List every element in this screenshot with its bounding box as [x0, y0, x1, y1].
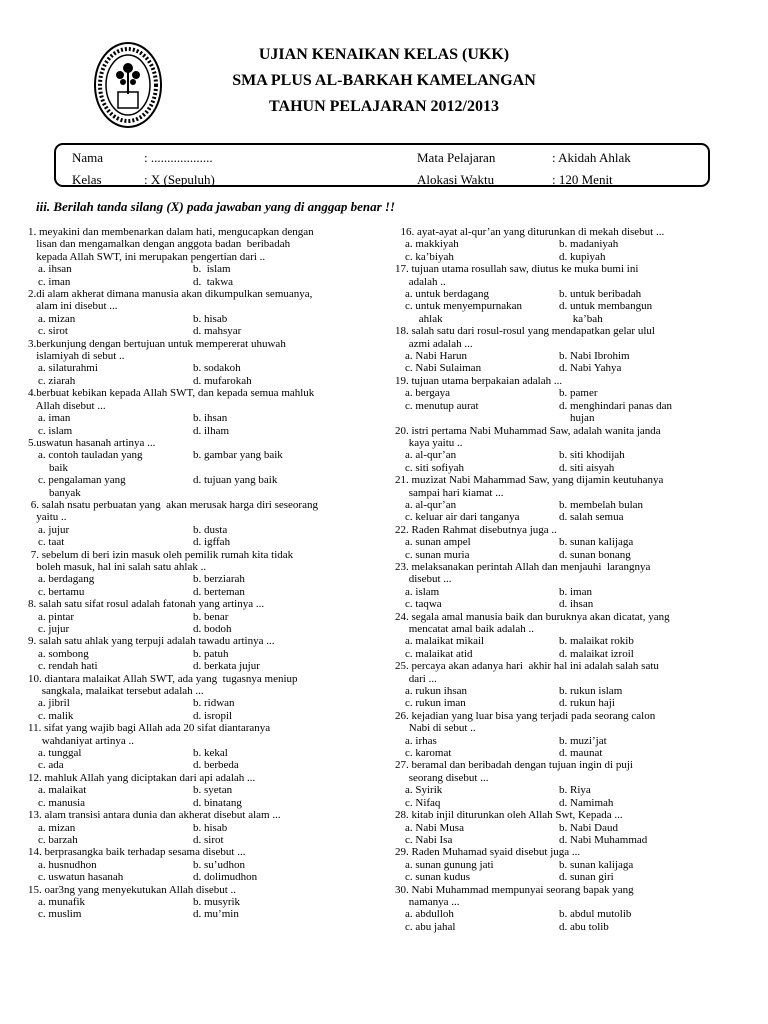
option-d[interactable]: d. mufarokah	[193, 374, 252, 387]
question-text: 12. mahluk Allah yang diciptakan dari api adalah ...	[28, 771, 256, 784]
option-a[interactable]: a. berdagang	[38, 573, 95, 586]
option-a[interactable]: a. mizan	[38, 821, 76, 834]
kelas-label: Kelas	[72, 172, 102, 187]
option-c[interactable]: c. taat	[38, 536, 65, 549]
question-item	[28, 722, 390, 772]
option-a[interactable]: a. contoh tauladan yang baik	[38, 449, 143, 474]
answer-options	[395, 735, 735, 760]
answer-options	[395, 859, 735, 884]
answer-options	[28, 362, 390, 387]
option-d[interactable]: d. Nabi Yahya	[559, 362, 622, 375]
option-b[interactable]: b. ridwan	[193, 697, 235, 710]
option-b[interactable]: b. musyrik	[193, 895, 241, 908]
option-c[interactable]: c. Nabi Isa	[405, 833, 453, 846]
option-d[interactable]: d. ilham	[193, 424, 230, 437]
question-text: 4.berbuat kebikan kepada Allah SWT, dan kepada semua mahluk Allah disebut ...	[28, 387, 315, 412]
option-d[interactable]: d. sirot	[193, 833, 224, 846]
option-a[interactable]: a. pintar	[38, 610, 75, 623]
answer-options	[28, 524, 390, 549]
option-b[interactable]: b. iman	[559, 585, 592, 598]
option-d[interactable]: d. igffah	[193, 536, 231, 549]
question-item	[395, 474, 735, 524]
question-item	[395, 846, 735, 883]
option-c[interactable]: c. Nifaq	[405, 796, 441, 809]
option-a[interactable]: a. al-qur’an	[405, 449, 457, 462]
option-d[interactable]: d. menghindari panas dan hujan	[559, 399, 673, 425]
question-text: 28. kitab injil diturunkan oleh Allah Swt, Kepada ...	[395, 809, 623, 822]
answer-options	[395, 822, 735, 847]
answer-options	[395, 387, 735, 424]
answer-options	[28, 697, 390, 722]
answer-options	[395, 238, 735, 263]
option-d[interactable]: d. sunan bonang	[559, 548, 631, 561]
option-d[interactable]: d. mu’min	[193, 908, 239, 921]
option-a[interactable]: a. rukun ihsan	[405, 685, 468, 698]
question-item	[28, 437, 390, 499]
answer-options	[395, 586, 735, 611]
option-a[interactable]: a. Nabi Harun	[405, 350, 468, 363]
question-text: 7. sebelum di beri izin masuk oleh pemilik rumah kita tidak boleh masuk, hal ini salah satu ahlak ..	[30, 548, 294, 573]
option-c[interactable]: c. karomat	[405, 747, 452, 760]
question-text: 21. muzizat Nabi Mahammad Saw, yang dijamin keutuhanya sampai hari kiamat ...	[395, 474, 664, 499]
option-a[interactable]: a. islam	[405, 585, 440, 598]
option-b[interactable]: b. membelah bulan	[559, 498, 644, 511]
option-d[interactable]: d. salah semua	[559, 511, 624, 524]
option-a[interactable]: a. untuk berdagang	[405, 288, 489, 301]
option-d[interactable]: d. kupiyah	[559, 250, 606, 263]
answer-options	[28, 611, 390, 636]
question-item	[395, 561, 735, 611]
option-b[interactable]: b. Nabi Ibrohim	[559, 350, 630, 363]
option-a[interactable]: a. iman	[38, 412, 71, 425]
questions-left-column	[28, 226, 390, 921]
option-c[interactable]: c. bertamu	[38, 585, 85, 598]
question-text: 3.berkunjung dengan bertujuan untuk mempererat uhuwah islamiyah di sebut ..	[28, 337, 286, 363]
answer-options	[28, 648, 390, 673]
option-d[interactable]: d. maunat	[559, 747, 603, 760]
exam-title: UJIAN KENAIKAN KELAS (UKK)	[258, 46, 510, 63]
option-d[interactable]: d. mahsyar	[193, 325, 242, 338]
option-a[interactable]: a. silaturahmi	[38, 362, 98, 375]
option-c[interactable]: c. jujur	[38, 623, 70, 635]
option-c[interactable]: c. untuk menyempurnakan ahlak	[405, 300, 522, 325]
question-text: 2.di alam akherat dimana manusia akan dikumpulkan semuanya, alam ini disebut ...	[28, 288, 313, 313]
question-text: 26. kejadian yang luar bisa yang terjadi pada seorang calon Nabi di sebut ..	[395, 709, 656, 735]
option-a[interactable]: a. sombong	[38, 647, 89, 660]
question-text: 27. beramal dan beribadah dengan tujuan ingin di puji seorang disebut ...	[395, 759, 633, 784]
question-text: 6. salah nsatu perbuatan yang akan merusak harga diri seseorang yaitu ..	[30, 498, 318, 524]
option-c[interactable]: c. iman	[38, 275, 71, 288]
answer-options	[28, 822, 390, 847]
question-item	[395, 759, 735, 809]
question-item	[395, 226, 735, 263]
option-a[interactable]: a. irhas	[405, 734, 437, 747]
school-name: SMA PLUS AL-BARKAH KAMELANGAN	[232, 72, 536, 89]
option-d[interactable]: d. berbeda	[193, 759, 239, 772]
option-d[interactable]: d. abu tolib	[559, 920, 609, 933]
option-c[interactable]: c. Nabi Sulaiman	[405, 362, 482, 375]
question-item	[28, 288, 390, 338]
option-b[interactable]: b. patuh	[193, 647, 229, 660]
option-b[interactable]: b. muzi’jat	[559, 734, 607, 747]
question-item	[395, 425, 735, 475]
academic-year: TAHUN PELAJARAN 2012/2013	[269, 98, 499, 115]
option-a[interactable]: a. sunan gunung jati	[405, 858, 494, 871]
question-text: 18. salah satu dari rosul-rosul yang mendapatkan gelar ulul azmi adalah ...	[395, 325, 655, 350]
option-d[interactable]: d. takwa	[193, 275, 234, 288]
option-a[interactable]: a. sunan ampel	[405, 536, 471, 549]
question-text: 13. alam transisi antara dunia dan akherat disebut alam ...	[28, 809, 281, 822]
question-text: 15. oar3ng yang menyekutukan Allah disebut ..	[28, 883, 237, 896]
question-text: 23. melaksanakan perintah Allah dan menjauhi larangnya disebut ...	[395, 560, 651, 586]
answer-options	[28, 449, 390, 499]
option-c[interactable]: c. menutup aurat	[405, 399, 479, 412]
option-b[interactable]: b. dusta	[193, 523, 228, 536]
option-c[interactable]: c. islam	[38, 424, 73, 437]
option-c[interactable]: c. rukun iman	[405, 697, 466, 710]
option-c[interactable]: c. malik	[38, 709, 74, 722]
option-d[interactable]: d. tujuan yang baik	[193, 474, 278, 487]
option-d[interactable]: d. berkata jujur	[193, 660, 260, 673]
instruction: iii. Berilah tanda silang (X) pada jawaban yang di anggap benar !!	[36, 199, 396, 214]
question-text: 20. istri pertama Nabi Muhammad Saw, adalah wanita janda kaya yaitu ..	[395, 424, 661, 449]
question-item	[28, 499, 390, 549]
question-text: 16. ayat-ayat al-qur’an yang diturunkan di mekah disebut ...	[395, 226, 665, 238]
question-item	[28, 226, 390, 288]
answer-options	[28, 747, 390, 772]
option-b[interactable]: b. rukun islam	[559, 685, 623, 698]
question-item	[28, 598, 390, 635]
question-item	[395, 263, 735, 325]
option-a[interactable]: a. Syirik	[405, 784, 443, 797]
option-d[interactable]: d. isropil	[193, 709, 233, 722]
option-d[interactable]: d. Nabi Muhammad	[559, 833, 648, 846]
option-b[interactable]: b. su’udhon	[193, 858, 245, 871]
option-d[interactable]: d. binatang	[193, 796, 242, 809]
option-a[interactable]: a. malaikat	[38, 784, 87, 797]
answer-options	[395, 449, 735, 474]
question-item	[28, 846, 390, 883]
waktu-label: Alokasi Waktu	[417, 172, 495, 187]
answer-options	[28, 784, 390, 809]
option-a[interactable]: a. makkiyah	[405, 238, 459, 251]
option-b[interactable]: b. sodakoh	[193, 362, 241, 375]
answer-options	[395, 635, 735, 660]
question-text: 11. sifat yang wajib bagi Allah ada 20 sifat diantaranya wahdaniyat artinya ..	[28, 722, 271, 747]
option-c[interactable]: c. pengalaman yang banyak	[38, 474, 126, 499]
answer-options	[28, 412, 390, 437]
question-item	[395, 524, 735, 561]
option-b[interactable]: b. ihsan	[193, 412, 228, 425]
option-c[interactable]: c. abu jahal	[405, 920, 456, 933]
option-a[interactable]: a. al-qur’an	[405, 498, 457, 511]
option-c[interactable]: c. ziarah	[38, 374, 76, 387]
option-c[interactable]: c. ka’biyah	[405, 250, 454, 263]
waktu-value: : 120 Menit	[552, 172, 613, 187]
question-text: 19. tujuan utama berpakaian adalah ...	[395, 374, 563, 387]
question-text: 1. meyakini dan membenarkan dalam hati, mengucapkan dengan lisan dan mengamalkan dengan anggota badan beribadah kepada Allah SWT, ini merupakan pengertian dari ..	[28, 226, 314, 263]
answer-options	[395, 908, 735, 933]
option-c[interactable]: c. siti sofiyah	[405, 461, 464, 474]
option-a[interactable]: a. abdulloh	[405, 908, 454, 921]
answer-options	[28, 313, 390, 338]
option-c[interactable]: c. sunan muria	[405, 548, 470, 561]
option-b[interactable]: b. islam	[193, 263, 231, 276]
mapel-value: : Akidah Ahlak	[552, 150, 631, 165]
option-b[interactable]: b. siti khodijah	[559, 449, 625, 462]
option-a[interactable]: a. munafik	[38, 895, 86, 908]
option-b[interactable]: b. gambar yang baik	[193, 449, 283, 462]
answer-options	[395, 685, 735, 710]
option-b[interactable]: b. hisab	[193, 312, 228, 325]
answer-options	[28, 573, 390, 598]
option-c[interactable]: c. uswatun hasanah	[38, 871, 124, 884]
option-b[interactable]: b. sunan kalijaga	[559, 536, 634, 549]
option-c[interactable]: c. muslim	[38, 908, 82, 921]
answer-options	[395, 288, 735, 325]
question-text: 29. Raden Muhamad syaid disebut juga ...	[395, 846, 581, 859]
option-a[interactable]: a. bergaya	[405, 387, 450, 400]
question-item	[395, 809, 735, 846]
option-b[interactable]: b. berziarah	[193, 573, 245, 586]
answer-options	[395, 536, 735, 561]
option-c[interactable]: c. barzah	[38, 833, 78, 846]
option-d[interactable]: d. untuk membangun ka’bah	[559, 300, 653, 325]
question-text: 30. Nabi Muhammad mempunyai seorang bapak yang namanya ...	[395, 883, 634, 908]
option-b[interactable]: b. syetan	[193, 784, 233, 797]
option-d[interactable]: d. siti aisyah	[559, 461, 615, 474]
questions-right-column	[395, 226, 735, 933]
option-b[interactable]: b. Riya	[559, 784, 591, 797]
question-item	[395, 884, 735, 934]
question-text: 8. salah satu sifat rosul adalah fatonah yang artinya ...	[28, 598, 265, 611]
option-a[interactable]: a. Nabi Musa	[405, 821, 464, 834]
answer-options	[395, 784, 735, 809]
option-c[interactable]: c. taqwa	[405, 598, 442, 611]
option-d[interactable]: d. dolimudhon	[193, 871, 258, 884]
answer-options	[395, 499, 735, 524]
kelas-value: : X (Sepuluh)	[144, 172, 215, 187]
option-d[interactable]: d. berteman	[193, 585, 245, 598]
option-d[interactable]: d. Namimah	[559, 796, 614, 809]
answer-options	[28, 859, 390, 884]
option-b[interactable]: b. Nabi Daud	[559, 821, 618, 834]
option-d[interactable]: d. sunan giri	[559, 871, 614, 884]
option-d[interactable]: d. malaikat izroil	[559, 647, 634, 660]
option-b[interactable]: b. kekal	[193, 747, 228, 760]
question-item	[28, 338, 390, 388]
option-b[interactable]: b. madaniyah	[559, 238, 619, 251]
option-a[interactable]: a. jibril	[38, 697, 70, 710]
option-a[interactable]: a. tunggal	[38, 747, 82, 760]
option-c[interactable]: c. sirot	[38, 325, 68, 338]
question-text: 22. Raden Rahmat disebutnya juga ..	[395, 523, 557, 536]
question-text: 10. diantara malaikat Allah SWT, ada yang tugasnya meniup sangkala, malaikat tersebut adalah ...	[28, 672, 298, 698]
question-item	[395, 611, 735, 661]
answer-options	[28, 263, 390, 288]
nama-value: : ...................	[144, 150, 213, 165]
option-a[interactable]: a. jujur	[38, 523, 70, 536]
option-b[interactable]: b. hisab	[193, 821, 228, 834]
question-item	[28, 549, 390, 599]
nama-label: Nama	[72, 150, 104, 165]
question-item	[28, 635, 390, 672]
option-a[interactable]: a. husnudhon	[38, 858, 97, 871]
question-item	[395, 710, 735, 760]
option-d[interactable]: d. ihsan	[559, 598, 594, 611]
option-b[interactable]: b. sunan kalijaga	[559, 858, 634, 871]
question-item	[395, 325, 735, 375]
question-item	[28, 673, 390, 723]
option-b[interactable]: b. malaikat rokib	[559, 635, 634, 648]
question-item	[28, 387, 390, 437]
option-c[interactable]: c. manusia	[38, 796, 86, 809]
answer-options	[28, 896, 390, 921]
option-b[interactable]: b. untuk beribadah	[559, 288, 642, 301]
option-d[interactable]: d. rukun haji	[559, 697, 615, 710]
option-a[interactable]: a. malaikat mikail	[405, 635, 485, 648]
option-c[interactable]: c. sunan kudus	[405, 871, 471, 884]
option-b[interactable]: b. benar	[193, 610, 229, 623]
mapel-label: Mata Pelajaran	[417, 150, 496, 165]
answer-options	[395, 350, 735, 375]
option-d[interactable]: d. bodoh	[193, 623, 232, 635]
question-item	[28, 809, 390, 846]
question-text: 24. segala amal manusia baik dan buruknya akan dicatat, yang mencatat amal baik adalah ..	[395, 610, 670, 635]
option-b[interactable]: b. pamer	[559, 387, 598, 400]
question-item	[28, 772, 390, 809]
option-a[interactable]: a. ihsan	[38, 263, 72, 276]
option-a[interactable]: a. mizan	[38, 312, 76, 325]
option-c[interactable]: c. ada	[38, 759, 64, 772]
option-c[interactable]: c. malaikat atid	[405, 647, 473, 660]
question-text: 9. salah satu ahlak yang terpuji adalah tawadu artinya ...	[28, 635, 275, 648]
option-b[interactable]: b. abdul mutolib	[559, 908, 632, 921]
question-text: 25. percaya akan adanya hari akhir hal ini adalah salah satu dari ...	[395, 660, 659, 685]
question-text: 17. tujuan utama rosullah saw, diutus ke muka bumi ini adalah ..	[395, 263, 639, 288]
option-c[interactable]: c. keluar air dari tanganya	[405, 511, 520, 524]
question-item	[395, 660, 735, 710]
option-c[interactable]: c. rendah hati	[38, 660, 98, 673]
question-item	[395, 375, 735, 425]
question-text: 5.uswatun hasanah artinya ...	[28, 436, 156, 449]
question-item	[28, 884, 390, 921]
question-text: 14. berprasangka baik terhadap sesama disebut ...	[28, 846, 246, 859]
